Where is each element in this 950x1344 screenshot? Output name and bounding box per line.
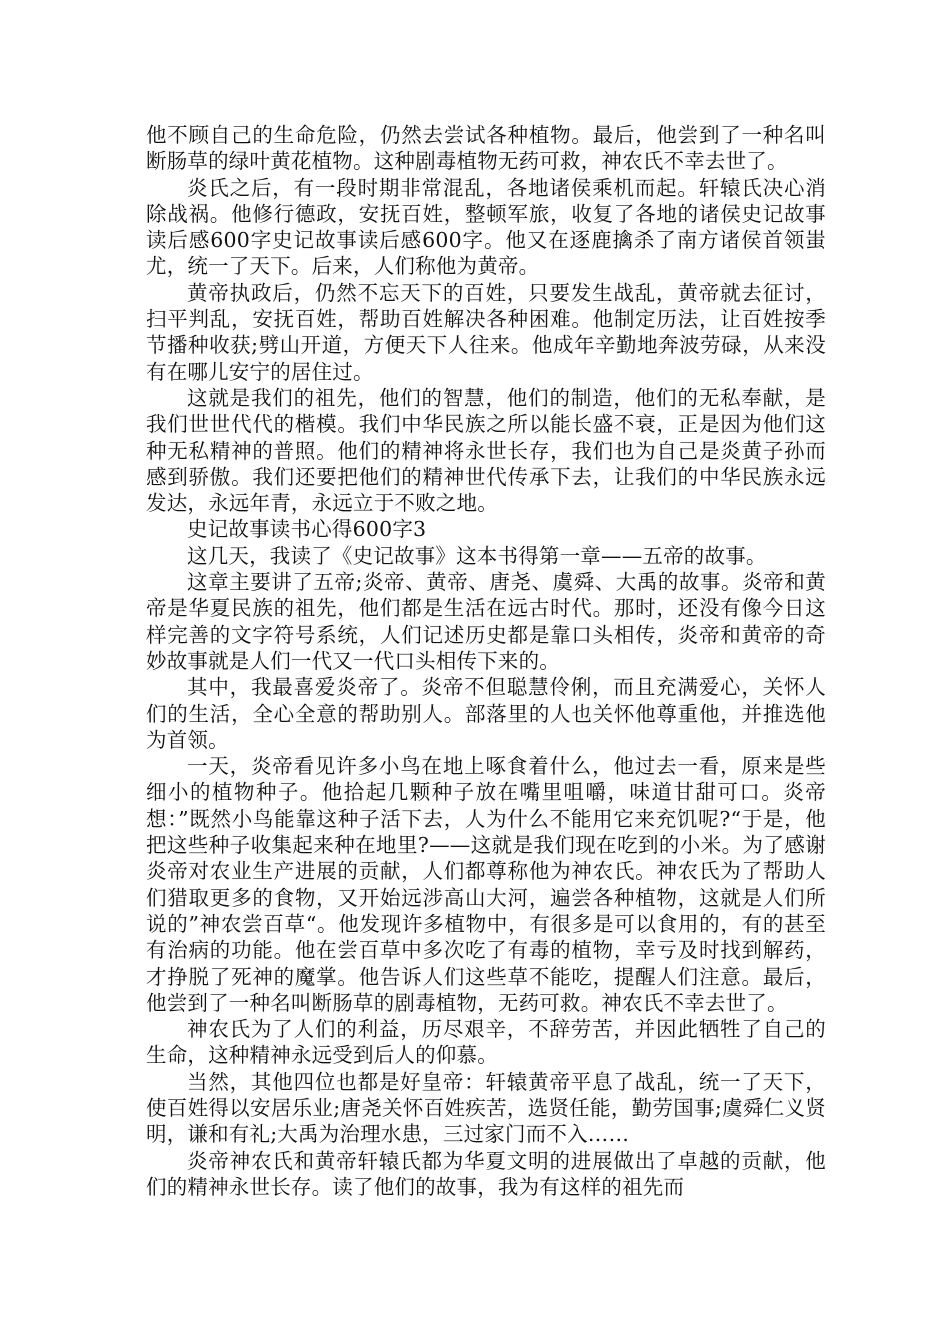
- paragraph-4: 这就是我们的祖先，他们的智慧，他们的制造，他们的无私奉献，是我们世世代代的楷模。我们中华民族之所以能长盛不衰，正是因为他们这种无私精神的普照。他们的精神将永世长存，我们也为自己是炎黄子孙而感到骄傲。我们还要把他们的精神世代传承下去，让我们的中华民族永远发达，永远年青，永远立于不败之地。: [146, 385, 826, 516]
- paragraph-11: 当然，其他四位也都是好皇帝：轩辕黄帝平息了战乱，统一了天下，使百姓得以安居乐业;唐尧关怀百姓疾苦，选贤任能，勤劳国事;虞舜仁义贤明，谦和有礼;大禹为治理水患，三过家门而不入……: [146, 1069, 826, 1147]
- document-body: [146, 122, 826, 1200]
- paragraph-1: 他不顾自己的生命危险，仍然去尝试各种植物。最后，他尝到了一种名叫断肠草的绿叶黄花植物。这种剧毒植物无药可救，神农氏不幸去世了。: [146, 123, 826, 174]
- paragraph-12: 炎帝神农氏和黄帝轩辕氏都为华夏文明的进展做出了卓越的贡献，他们的精神永世长存。读了他们的故事，我为有这样的祖先而: [146, 1148, 826, 1199]
- paragraph-9: 一天，炎帝看见许多小鸟在地上啄食着什么，他过去一看，原来是些细小的植物种子。他拾起几颗种子放在嘴里咀嚼，味道甘甜可口。炎帝想：”既然小鸟能靠这种子活下去，人为什么不能用它来充饥呢?“于是，他把这些种子收集起来种在地里?——这就是我们现在吃到的小米。为了感谢炎帝对农业生产进展的贡献，人们都尊称他为神农氏。神农氏为了帮助人们猎取更多的食物，又开始远涉高山大河，遍尝各种植物，这就是人们所说的”神农尝百草“。他发现许多植物中，有很多是可以食用的，有的甚至有治病的功能。他在尝百草中多次吃了有毒的植物，幸亏及时找到解药，才挣脱了死神的魔掌。他告诉人们这些草不能吃，提醒人们注意。最后，他尝到了一种名叫断肠草的剧毒植物，无药可救。神农氏不幸去世了。: [146, 754, 826, 1015]
- paragraph-3: 黄帝执政后，仍然不忘天下的百姓，只要发生战乱，黄帝就去征讨，扫平判乱，安抚百姓，帮助百姓解决各种困难。他制定历法，让百姓按季节播种收获;劈山开道，方便天下人往来。他成年辛勤地奔波劳碌，从来没有在哪儿安宁的居住过。: [146, 280, 826, 384]
- paragraph-6: 这几天，我读了《史记故事》这本书得第一章——五帝的故事。: [187, 543, 767, 568]
- paragraph-2: 炎氏之后，有一段时期非常混乱，各地诸侯乘机而起。轩辕氏决心消除战祸。他修行德政，安抚百姓，整顿军旅，收复了各地的诸侯史记故事读后感600字史记故事读后感600字。他又在逐鹿擒杀了南方诸侯首领蚩尤，统一了天下。后来，人们称他为黄帝。: [146, 175, 826, 279]
- paragraph-8: 其中，我最喜爱炎帝了。炎帝不但聪慧伶俐，而且充满爱心，关怀人们的生活，全心全意的帮助别人。部落里的人也关怀他尊重他，并推选他为首领。: [146, 675, 826, 752]
- section-heading: 史记故事读书心得600字3: [187, 517, 427, 542]
- paragraph-10: 神农氏为了人们的利益，历尽艰辛，不辞劳苦，并因此牺牲了自己的生命，这种精神永远受到后人的仰慕。: [146, 1017, 826, 1068]
- paragraph-7: 这章主要讲了五帝;炎帝、黄帝、唐尧、虞舜、大禹的故事。炎帝和黄帝是华夏民族的祖先，他们都是生活在远古时代。那时，还没有像今日这样完善的文字符号系统，人们记述历史都是靠口头相传，炎帝和黄帝的奇妙故事就是人们一代又一代口头相传下来的。: [146, 570, 826, 673]
